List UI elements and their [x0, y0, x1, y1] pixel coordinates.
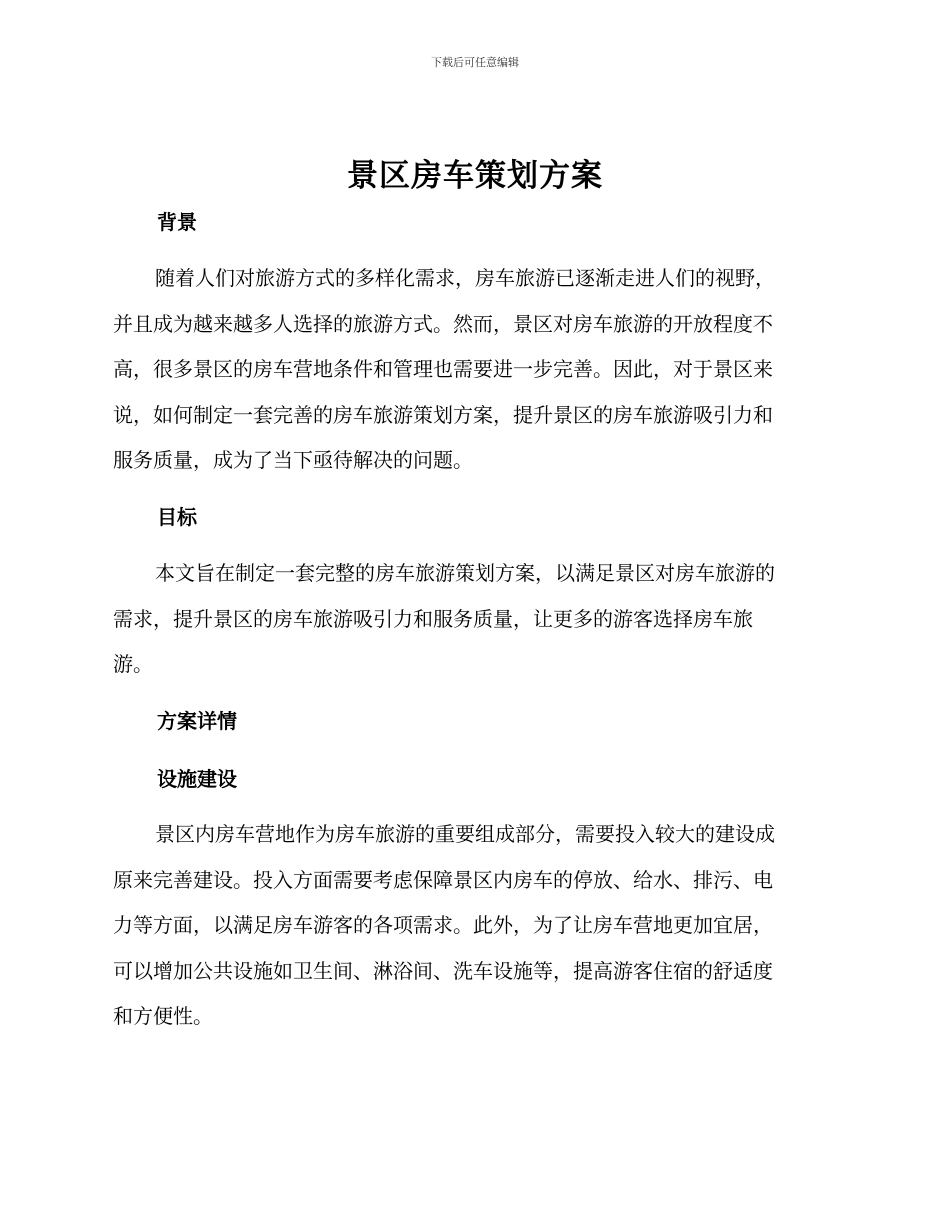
- paragraph-line: 并且成为越来越多人选择的旅游方式。然而，景区对房车旅游的开放程度不: [113, 311, 773, 336]
- paragraph-line: 和方便性。: [113, 1004, 213, 1028]
- paragraph-line: 本文旨在制定一套完整的房车旅游策划方案，以满足景区对房车旅游的: [155, 561, 775, 585]
- paragraph-line: 力等方面，以满足房车游客的各项需求。此外，为了让房车营地更加宜居，: [113, 913, 773, 937]
- paragraph-line: 随着人们对旅游方式的多样化需求，房车旅游已逐渐走进人们的视野，: [155, 266, 775, 290]
- paragraph-facilities: [113, 812, 833, 1040]
- section-heading-facilities: 设施建设: [157, 767, 237, 791]
- section-heading-background: 背景: [157, 210, 197, 234]
- section-heading-goal: 目标: [157, 505, 197, 529]
- paragraph-line: 景区内房车营地作为房车旅游的重要组成部分，需要投入较大的建设成: [155, 822, 775, 846]
- section-heading-plan: 方案详情: [157, 709, 237, 733]
- paragraph-goal: [113, 551, 833, 688]
- paragraph-line: 可以增加公共设施如卫生间、淋浴间、洗车设施等，提高游客住宿的舒适度: [113, 958, 773, 983]
- paragraph-line: 游。: [113, 652, 153, 676]
- paragraph-background: [113, 256, 833, 484]
- paragraph-line: 服务质量，成为了当下亟待解决的问题。: [113, 448, 473, 472]
- page-header-note: 下载后可任意编辑: [431, 56, 519, 69]
- document-title: 景区房车策划方案: [347, 158, 603, 194]
- paragraph-line: 需求，提升景区的房车旅游吸引力和服务质量，让更多的游客选择房车旅: [113, 606, 753, 631]
- paragraph-line: 说，如何制定一套完善的房车旅游策划方案，提升景区的房车旅游吸引力和: [113, 402, 773, 427]
- paragraph-line: 原来完善建设。投入方面需要考虑保障景区内房车的停放、给水、排污、电: [113, 867, 773, 892]
- paragraph-line: 高，很多景区的房车营地条件和管理也需要进一步完善。因此，对于景区来: [113, 357, 773, 381]
